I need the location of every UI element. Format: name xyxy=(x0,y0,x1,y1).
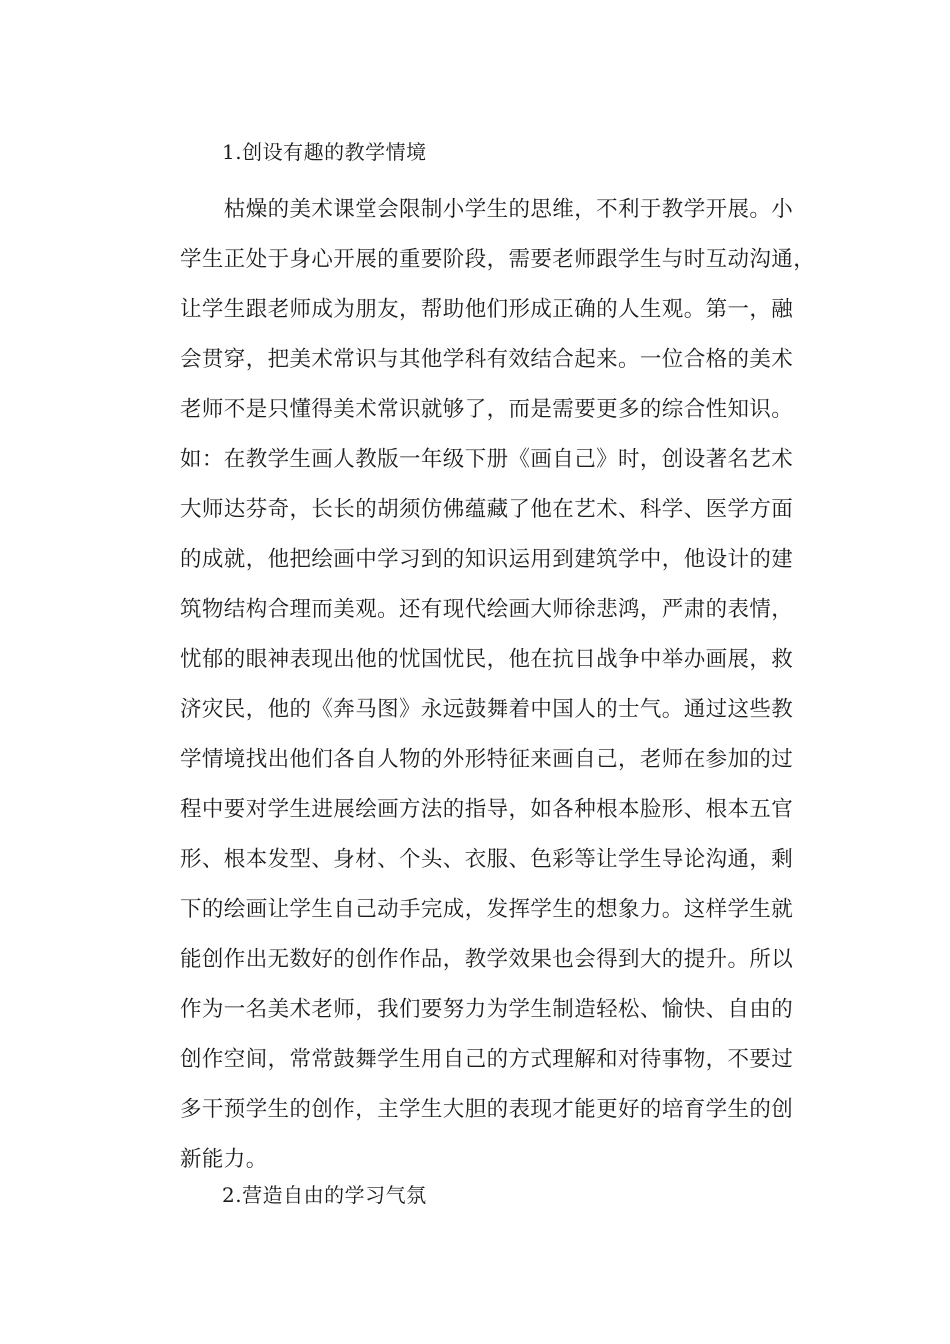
paragraph-line: 下的绘画让学生自己动手完成，发挥学生的想象力。这样学生就 xyxy=(180,897,794,922)
paragraph-line: 筑物结构合理而美观。还有现代绘画大师徐悲鸿，严肃的表情， xyxy=(180,597,794,622)
section-heading-2: 2.营造自由的学习气氛 xyxy=(222,1183,427,1207)
paragraph-line: 作为一名美术老师，我们要努力为学生制造轻松、愉快、自由的 xyxy=(180,997,794,1022)
section-heading-1: 1.创设有趣的教学情境 xyxy=(222,140,427,164)
paragraph-line: 多干预学生的创作，主学生大胆的表现才能更好的培育学生的创 xyxy=(180,1097,794,1122)
paragraph-line: 枯燥的美术课堂会限制小学生的思维，不利于教学开展。小 xyxy=(180,197,794,222)
paragraph-line: 忧郁的眼神表现出他的忧国忧民，他在抗日战争中举办画展，救 xyxy=(180,647,794,672)
paragraph-line: 程中要对学生进展绘画方法的指导，如各种根本脸形、根本五官 xyxy=(180,797,794,822)
paragraph-line: 的成就，他把绘画中学习到的知识运用到建筑学中，他设计的建 xyxy=(180,547,794,572)
paragraph-line: 让学生跟老师成为朋友，帮助他们形成正确的人生观。第一，融 xyxy=(180,297,794,322)
paragraph-line: 形、根本发型、身材、个头、衣服、色彩等让学生导论沟通，剩 xyxy=(180,847,794,872)
paragraph-line: 会贯穿，把美术常识与其他学科有效结合起来。一位合格的美术 xyxy=(180,347,794,372)
paragraph-line: 学情境找出他们各自人物的外形特征来画自己，老师在参加的过 xyxy=(180,747,794,772)
paragraph-line: 能创作出无数好的创作作品，教学效果也会得到大的提升。所以 xyxy=(180,947,794,972)
paragraph-line: 老师不是只懂得美术常识就够了，而是需要更多的综合性知识。 xyxy=(180,397,794,422)
body-paragraph xyxy=(180,185,820,1185)
paragraph-line: 大师达芬奇，长长的胡须仿佛蕴藏了他在艺术、科学、医学方面 xyxy=(180,497,794,522)
paragraph-line: 济灾民，他的《奔马图》永远鼓舞着中国人的士气。通过这些教 xyxy=(180,697,794,722)
paragraph-line: 新能力。 xyxy=(180,1147,268,1172)
paragraph-line: 创作空间，常常鼓舞学生用自己的方式理解和对待事物，不要过 xyxy=(180,1047,794,1072)
paragraph-line: 如：在教学生画人教版一年级下册《画自己》时，创设著名艺术 xyxy=(180,447,794,472)
paragraph-line: 学生正处于身心开展的重要阶段，需要老师跟学生与时互动沟通， xyxy=(180,247,816,272)
